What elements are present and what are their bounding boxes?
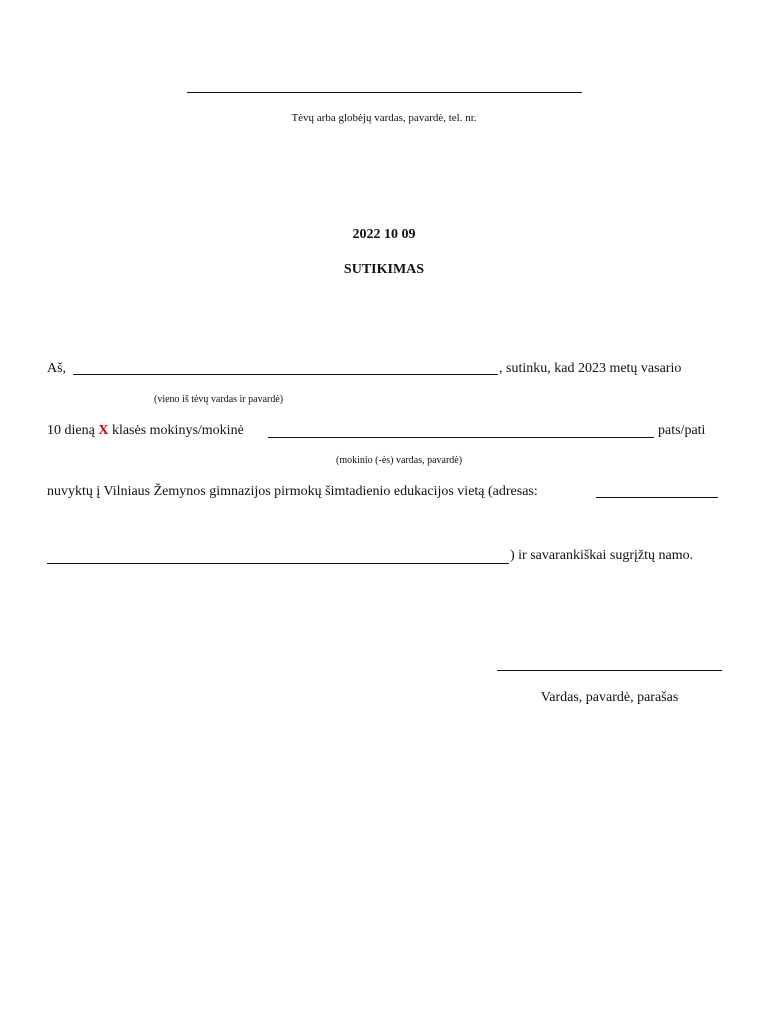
line2-text bbox=[47, 423, 244, 439]
line3-text: nuvyktų į Vilniaus Žemynos gimnazijos pirmokų šimtadienio edukacijos vietą (adresas: bbox=[47, 484, 538, 499]
document-title: SUTIKIMAS bbox=[343, 262, 425, 277]
signature-line bbox=[497, 670, 722, 671]
document-date: 2022 10 09 bbox=[352, 227, 416, 242]
line2-mid-text: klasės mokinys/mokinė bbox=[111, 423, 244, 438]
parent-info-caption: Tėvų arba globėjų vardas, pavardė, tel. nr. bbox=[291, 112, 477, 124]
class-mark: X bbox=[98, 423, 109, 438]
address-blank-1 bbox=[596, 497, 718, 498]
address-blank-2 bbox=[47, 563, 509, 564]
parent-name-blank bbox=[73, 374, 498, 375]
signature-caption: Vardas, pavardė, parašas bbox=[540, 690, 679, 705]
student-name-blank bbox=[268, 437, 654, 438]
parent-name-caption: (vieno iš tėvų vardas ir pavardė) bbox=[154, 394, 284, 405]
line2-end-text: pats/pati bbox=[658, 423, 706, 438]
line2-start-text: 10 dieną bbox=[47, 423, 95, 438]
line4-end-text: ) ir savarankiškai sugrįžtų namo. bbox=[510, 548, 694, 563]
parent-info-line bbox=[187, 92, 582, 93]
line1-end-text: , sutinku, kad 2023 metų vasario bbox=[499, 361, 682, 376]
student-name-caption: (mokinio (-ės) vardas, pavardė) bbox=[336, 455, 463, 466]
line1-start-text: Aš, bbox=[47, 361, 67, 376]
